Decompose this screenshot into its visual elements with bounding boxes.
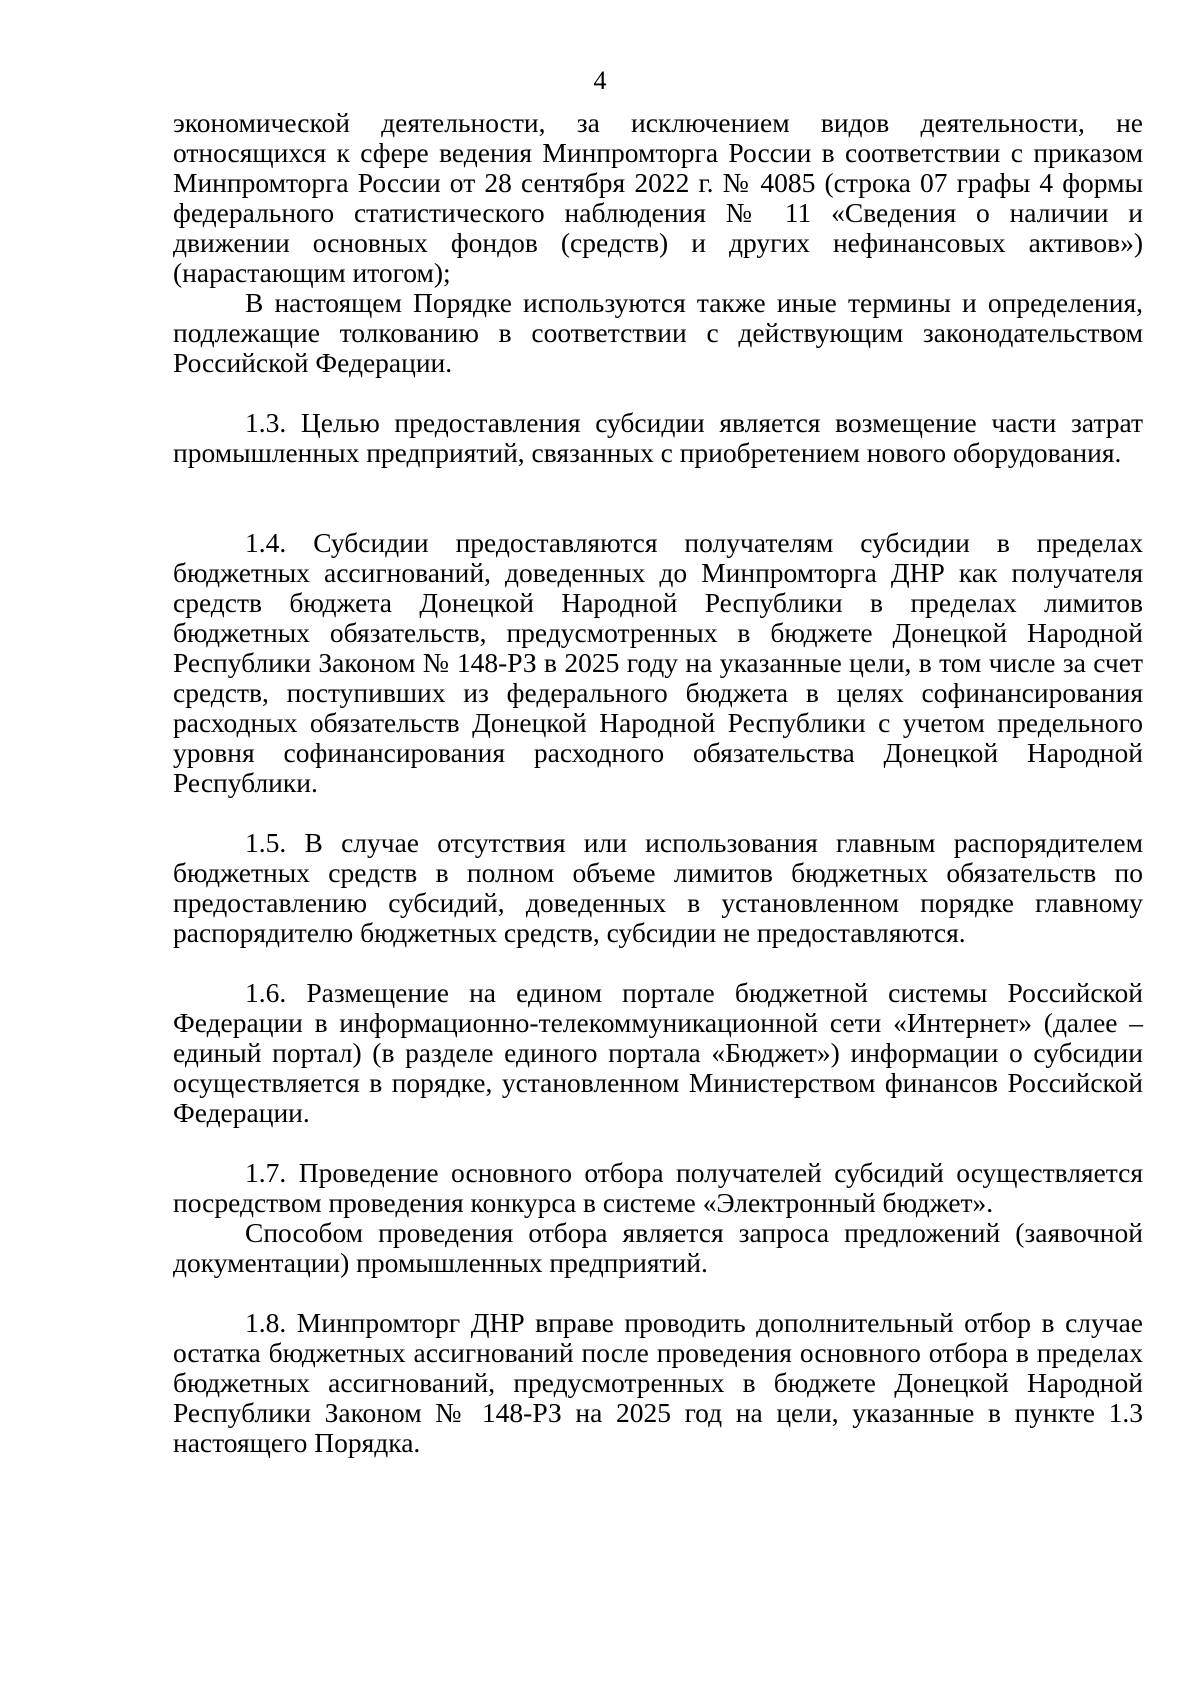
paragraph-text: 1.8. Минпромторг ДНР вправе проводить дополнительный отбор в случае остатка бюджетных ассигнований после проведения основного отбора в пределах бюджетных ассигнований, предусмотренных в бюджете Донецкой Народной Республики Законом № 148-РЗ на 2025 год на цели, указанные в пункте 1.3 настоящего Порядка.	[173, 1307, 1143, 1458]
paragraph	[173, 108, 1143, 288]
paragraph-text: экономической деятельности, за исключением видов деятельности, не относящихся к сфере ведения Минпромторга России в соответствии с приказом Минпромторга России от 28 сентября 2022 г. № 4085 (строка 07 графы 4 формы федерального статистического наблюдения № 11 «Сведения о наличии и движении основных фондов (средств) и других нефинансовых активов») (нарастающим итогом);	[173, 107, 1143, 288]
paragraph-text: 1.5. В случае отсутствия или использования главным распорядителем бюджетных средств в полном объеме лимитов бюджетных обязательств по предоставлению субсидий, доведенных в установленном порядке главному распорядителю бюджетных средств, субсидии не предоставляются.	[173, 827, 1143, 948]
paragraph-text: 1.7. Проведение основного отбора получателей субсидий осуществляется посредством проведения конкурса в системе «Электронный бюджет».	[173, 1157, 1143, 1218]
paragraph-text: 1.3. Целью предоставления субсидии является возмещение части затрат промышленных предприятий, связанных с приобретением нового оборудования.	[173, 407, 1143, 468]
paragraph-text: 1.6. Размещение на едином портале бюджетной системы Российской Федерации в информационно-телекоммуникационной сети «Интернет» (далее – единый портал) (в разделе единого портала «Бюджет») информации о субсидии осуществляется в порядке, установленном Министерством финансов Российской Федерации.	[173, 977, 1143, 1128]
page-number: 4	[593, 66, 607, 95]
section-1-3	[173, 408, 1143, 468]
section-1-7	[173, 1158, 1143, 1278]
paragraph-text: 1.4. Субсидии предоставляются получателям субсидии в пределах бюджетных ассигнований, доведенных до Минпромторга ДНР как получателя средств бюджета Донецкой Народной Республики в пределах лимитов бюджетных обязательств, предусмотренных в бюджете Донецкой Народной Республики Законом № 148-РЗ в 2025 году на указанные цели, в том числе за счет средств, поступивших из федерального бюджета в целях софинансирования расходных обязательств Донецкой Народной Республики с учетом предельного уровня софинансирования расходного обязательства Донецкой Народной Республики.	[173, 527, 1143, 798]
section-1-4	[173, 528, 1143, 798]
paragraph-text: Способом проведения отбора является запроса предложений (заявочной документации) промышленных предприятий.	[173, 1217, 1143, 1278]
paragraph	[173, 288, 1143, 378]
paragraph-text: В настоящем Порядке используются также иные термины и определения, подлежащие толкованию в соответствии с действующим законодательством Российской Федерации.	[173, 287, 1143, 378]
section-1-6	[173, 978, 1143, 1128]
section-1-8	[173, 1308, 1143, 1458]
section-1-5	[173, 828, 1143, 948]
